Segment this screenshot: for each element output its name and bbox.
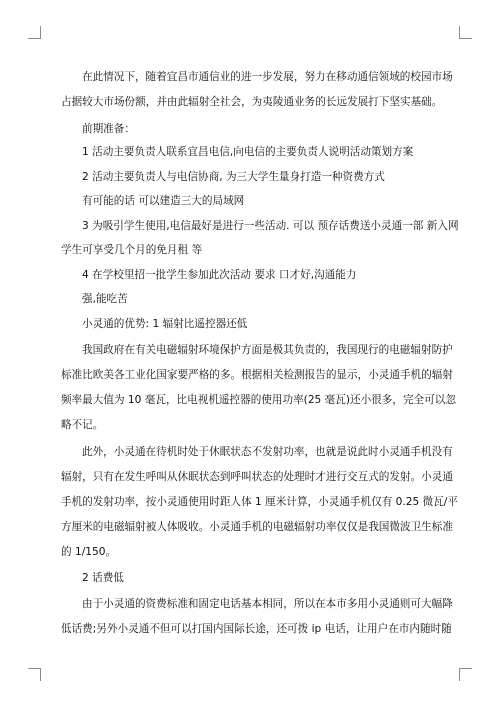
- body-line: 手机的发射功率，按小灵通使用时距人体 1 厘米计算，小灵通手机仅有 0.25 微瓦/平: [61, 496, 458, 508]
- body-line: 的 1/150。: [61, 546, 117, 558]
- list-item: 2 活动主要负责人与电信协商, 为三大学生量身打造一种资费方式: [82, 171, 385, 183]
- crop-mark-top-right-h: [459, 38, 472, 39]
- body-line: 此外，小灵通在待机时处于休眠状态不发射功率，也就是说此时小灵通手机没有: [82, 446, 453, 458]
- crop-mark-top-right-v: [459, 26, 460, 39]
- section-heading: 小灵通的优势: 1 辐射比遥控器还低: [82, 318, 248, 330]
- body-line: 由于小灵通的资费标准和固定电话基本相同，所以在本市多用小灵通则可大幅降: [82, 598, 453, 610]
- body-line: 标准比欧美各工业化国家要严格的多。根据相关检测报告的显示，小灵通手机的辐射: [61, 369, 453, 381]
- body-line: 低话费;另外小灵通不但可以打国内国际长途，还可拨 ip 电话，让用户在市内随时随: [61, 623, 452, 635]
- body-line: 占据较大市场份额，并由此辐射全社会，为夷陵通业务的长远发展打下坚实基础。: [61, 96, 443, 108]
- crop-mark-bottom-right-h: [459, 668, 472, 669]
- section-heading: 前期准备：: [82, 123, 135, 135]
- body-line: 辐射，只有在发生呼叫从休眠状态到呼叫状态的处理时才进行交互式的发射。小灵通: [61, 471, 453, 483]
- crop-mark-top-left-v: [40, 26, 41, 39]
- body-line: 略不记。: [61, 419, 104, 431]
- crop-mark-bottom-left-v: [40, 668, 41, 681]
- list-item: 3 为吸引学生使用,电信最好是进行一些活动. 可以 预存话费送小灵通一部 新入网: [82, 220, 459, 232]
- body-line: 我国政府在有关电磁辐射环境保护方面是极其负责的，我国现行的电磁辐射防护: [82, 344, 453, 356]
- crop-mark-bottom-right-v: [459, 668, 460, 681]
- section-heading: 2 话费低: [82, 572, 124, 584]
- body-line: 频率最大值为 10 毫瓦，比电视机遥控器的使用功率(25 毫瓦)还小很多，完全可以忽: [61, 394, 456, 406]
- list-item: 学生可享受几个月的免月租 等: [61, 244, 203, 256]
- list-item: 4 在学校里招一批学生参加此次活动 要求 口才好,沟通能力: [82, 269, 357, 281]
- body-line: 在此情况下，随着宜昌市通信业的进一步发展，努力在移动通信领域的校园市场: [82, 71, 453, 83]
- list-item: 有可能的话 可以建造三大的局域网: [82, 195, 245, 207]
- list-item: 1 活动主要负责人联系宜昌电信,向电信的主要负责人说明活动策划方案: [82, 146, 414, 158]
- list-item: 强,能吃苦: [82, 293, 128, 305]
- body-line: 方厘米的电磁辐射被人体吸收。小灵通手机的电磁辐射功率仅仅是我国微波卫生标准: [61, 521, 453, 533]
